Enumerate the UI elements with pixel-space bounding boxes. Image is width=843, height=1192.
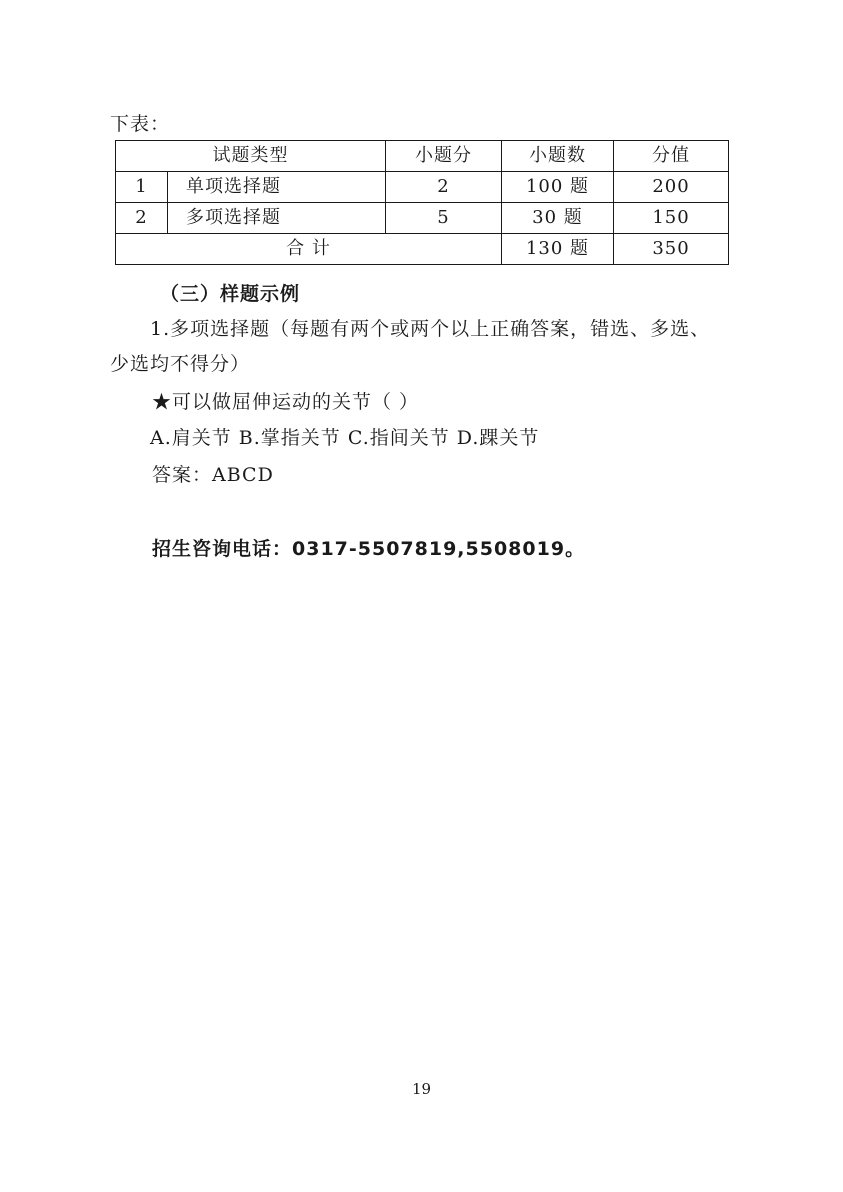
total-count: 130 题: [502, 234, 614, 265]
question-stem: ★可以做屈伸运动的关节（ ）: [152, 391, 420, 413]
row-score: 200: [614, 172, 729, 203]
row-count: 100 题: [502, 172, 614, 203]
header-type: 试题类型: [116, 141, 386, 172]
score-table: [115, 140, 729, 265]
row-score: 150: [614, 203, 729, 234]
question-answer: 答案：ABCD: [152, 464, 274, 486]
row-type: 单项选择题: [168, 172, 386, 203]
table-total-row: [116, 234, 729, 265]
total-label: 合 计: [116, 234, 502, 265]
row-points-each: 5: [386, 203, 502, 234]
row-count: 30 题: [502, 203, 614, 234]
header-points-each: 小题分: [386, 141, 502, 172]
contact-phone: 招生咨询电话：0317-5507819,5508019。: [152, 538, 586, 560]
table-row: [116, 203, 729, 234]
question-title: 1.多项选择题（每题有两个或两个以上正确答案，错选、多选、: [150, 318, 711, 340]
row-index: 1: [116, 172, 168, 203]
question-options: A.肩关节 B.掌指关节 C.指间关节 D.踝关节: [150, 427, 540, 449]
question-title-continued: 少选均不得分）: [110, 353, 251, 375]
row-type: 多项选择题: [168, 203, 386, 234]
intro-text: 下表：: [110, 113, 171, 135]
row-points-each: 2: [386, 172, 502, 203]
total-score: 350: [614, 234, 729, 265]
table-header-row: [116, 141, 729, 172]
row-index: 2: [116, 203, 168, 234]
header-score: 分值: [614, 141, 729, 172]
table-row: [116, 172, 729, 203]
section-heading: （三）样题示例: [160, 283, 301, 305]
header-count: 小题数: [502, 141, 614, 172]
page-number: 19: [411, 1080, 432, 1098]
